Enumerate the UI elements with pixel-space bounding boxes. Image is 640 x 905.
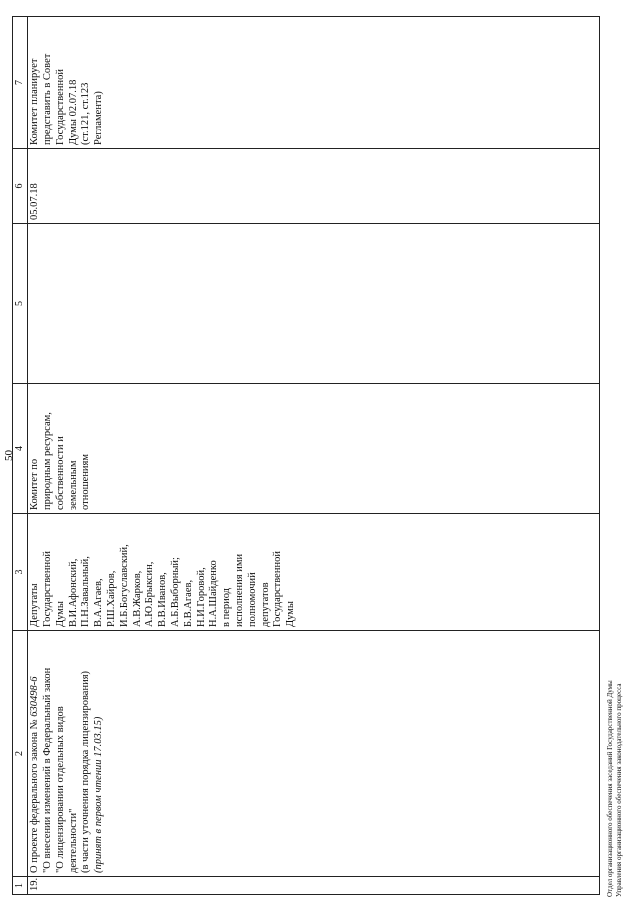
author-line: Государственной bbox=[41, 551, 53, 627]
author-line: депутатов bbox=[259, 582, 271, 627]
col-header-6: 6 bbox=[13, 149, 28, 224]
date-cell: 05.07.18 bbox=[28, 149, 600, 224]
law-cell bbox=[28, 631, 600, 877]
law-adopted-note: (принят в первом чтении 17.03.15) bbox=[93, 716, 105, 873]
footer-line: Отдел организационного обеспечения заседаний Государственной Думы bbox=[606, 680, 614, 897]
col-header-7: 7 bbox=[13, 17, 28, 149]
author-line: А.В.Жарков, bbox=[131, 570, 143, 627]
law-title-line: "О лицензировании отдельных видов bbox=[54, 706, 66, 873]
note-cell bbox=[28, 17, 600, 149]
author-line: В.А.Агаев, bbox=[93, 578, 105, 627]
col-header-5: 5 bbox=[13, 224, 28, 384]
author-line: в период bbox=[221, 587, 233, 627]
author-line: исполнения ими bbox=[233, 553, 245, 627]
author-line: Государственной bbox=[272, 551, 284, 627]
law-title-line: деятельности" bbox=[67, 808, 79, 873]
author-line: Б.В.Агаев, bbox=[182, 579, 194, 627]
col-header-1: 1 bbox=[13, 877, 28, 895]
column-number-row bbox=[13, 17, 28, 895]
committee-line: земельным bbox=[67, 460, 79, 510]
author-line: Думы bbox=[285, 601, 297, 627]
footer-line: Управления организационного обеспечения законодательного процесса bbox=[614, 683, 623, 897]
author-line: В.И.Афонский, bbox=[67, 558, 79, 627]
row-number: 19. bbox=[28, 877, 600, 895]
committee-line: собственности и bbox=[54, 436, 66, 510]
committee-cell bbox=[28, 384, 600, 514]
note-line: Думы 02.07.18 bbox=[67, 79, 79, 145]
author-line: А.Ю.Брыксин, bbox=[144, 561, 156, 627]
page-number: 50 bbox=[3, 450, 15, 461]
author-line: Н.А.Шайденко bbox=[208, 560, 220, 627]
committee-line: природным ресурсам, bbox=[41, 412, 53, 510]
bills-table bbox=[12, 16, 600, 895]
table-row bbox=[28, 17, 600, 895]
col-header-2: 2 bbox=[13, 631, 28, 877]
law-title-line: "О внесении изменений в Федеральный закон bbox=[41, 667, 53, 873]
committee-line: Комитет по bbox=[29, 458, 41, 510]
col-header-3: 3 bbox=[13, 514, 28, 631]
author-line: П.Н.Завальный, bbox=[80, 556, 92, 627]
note-line: представить в Совет bbox=[41, 53, 53, 145]
author-line: А.Б.Выборный; bbox=[169, 557, 181, 627]
note-line: Регламента) bbox=[93, 91, 105, 145]
column-5-cell bbox=[28, 224, 600, 384]
author-line: Р.Ш.Хайров, bbox=[105, 570, 117, 627]
law-title-line: (в части уточнения порядка лицензирования) bbox=[80, 670, 92, 873]
author-line: В.В.Иванов, bbox=[157, 572, 169, 627]
authors-cell bbox=[28, 514, 600, 631]
footer bbox=[606, 680, 624, 897]
note-line: (ст.121, ст.123 bbox=[80, 82, 92, 145]
author-line: Н.И.Горовой, bbox=[195, 567, 207, 627]
law-prefix: О проекте федерального закона № bbox=[29, 716, 41, 873]
author-line: Депутаты bbox=[29, 583, 41, 627]
note-line: Государственной bbox=[54, 69, 66, 145]
committee-line: отношениям bbox=[80, 453, 92, 510]
law-number: 630498-6 bbox=[29, 676, 41, 717]
col-header-4: 4 bbox=[13, 384, 28, 514]
author-line: Думы bbox=[54, 601, 66, 627]
author-line: полномочий bbox=[246, 572, 258, 627]
note-line: Комитет планирует bbox=[29, 58, 41, 145]
law-heading bbox=[29, 634, 42, 873]
author-line: И.Б.Богуславский, bbox=[118, 544, 130, 627]
